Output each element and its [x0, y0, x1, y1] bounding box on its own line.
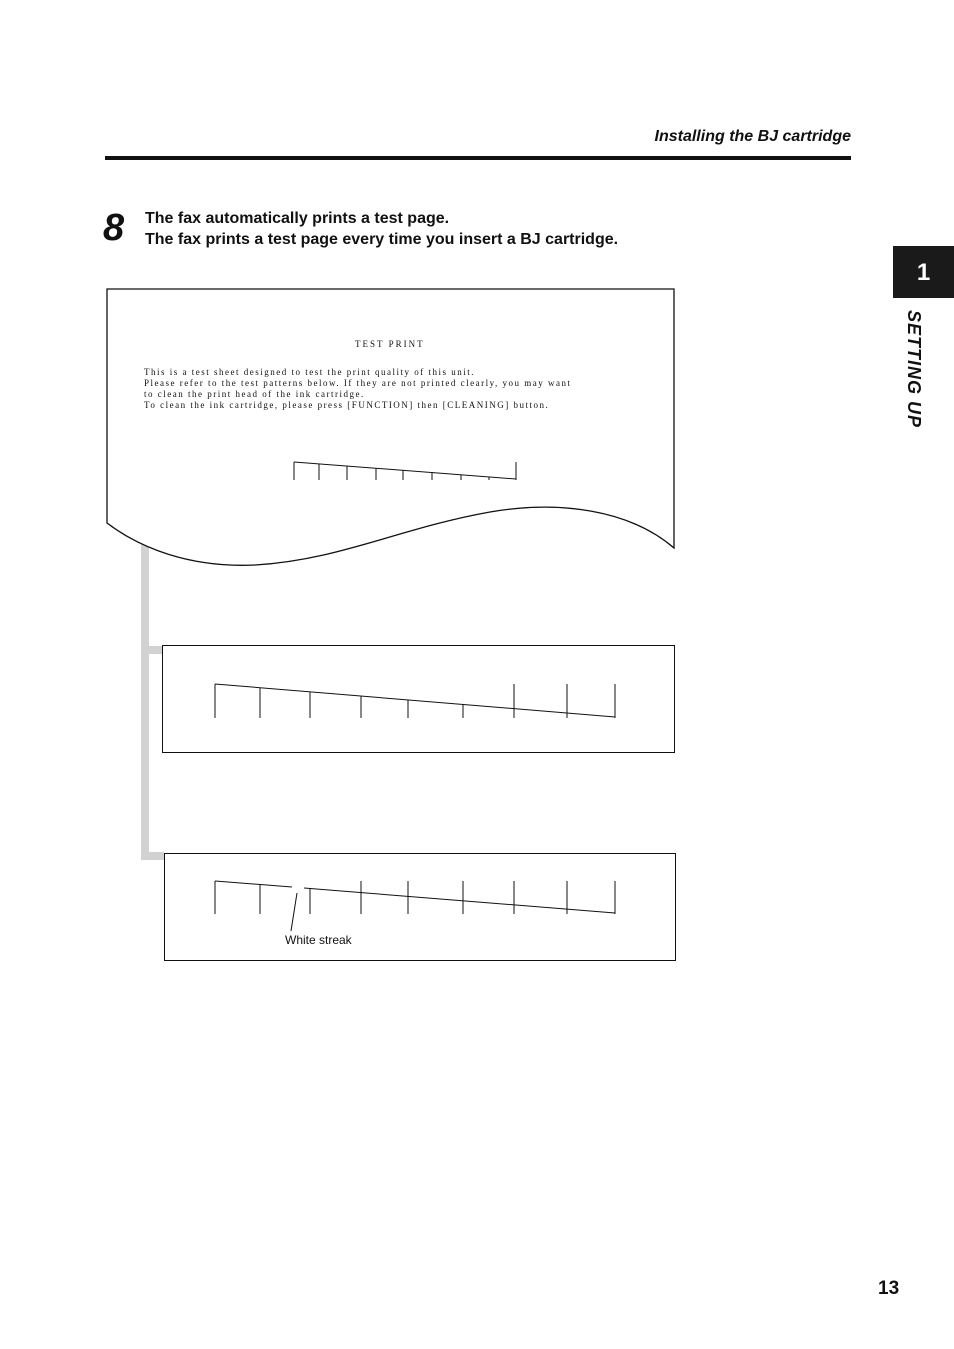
test-print-line: to clean the print head of the ink cartridge.: [144, 389, 365, 399]
step-heading: The fax automatically prints a test page.: [145, 210, 450, 227]
test-print-line: To clean the ink cartridge, please press [FUNCTION] then [CLEANING] button.: [144, 400, 550, 410]
good-pattern: [215, 684, 615, 718]
section-title: Installing the BJ cartridge: [654, 128, 851, 145]
page-number: 13: [878, 1278, 900, 1299]
test-print-line: Please refer to the test patterns below. If they are not printed clearly, you may want: [144, 378, 572, 388]
white-streak-label: White streak: [285, 933, 352, 947]
good-pattern-box: [163, 646, 675, 753]
step-number: 8: [103, 207, 125, 249]
chapter-label: SETTING UP: [904, 310, 924, 429]
test-print-body: [144, 367, 571, 411]
test-print-line: This is a test sheet designed to test the print quality of this unit.: [144, 367, 475, 377]
test-print-title: TEST PRINT: [355, 339, 425, 349]
test-sheet-outline: [107, 289, 674, 565]
chapter-tab: 1: [893, 246, 954, 298]
step-description: The fax prints a test page every time you insert a BJ cartridge.: [145, 231, 619, 248]
defective-pattern: [215, 881, 615, 914]
white-streak-leader: [291, 893, 297, 931]
defective-pattern-box: [165, 854, 676, 961]
